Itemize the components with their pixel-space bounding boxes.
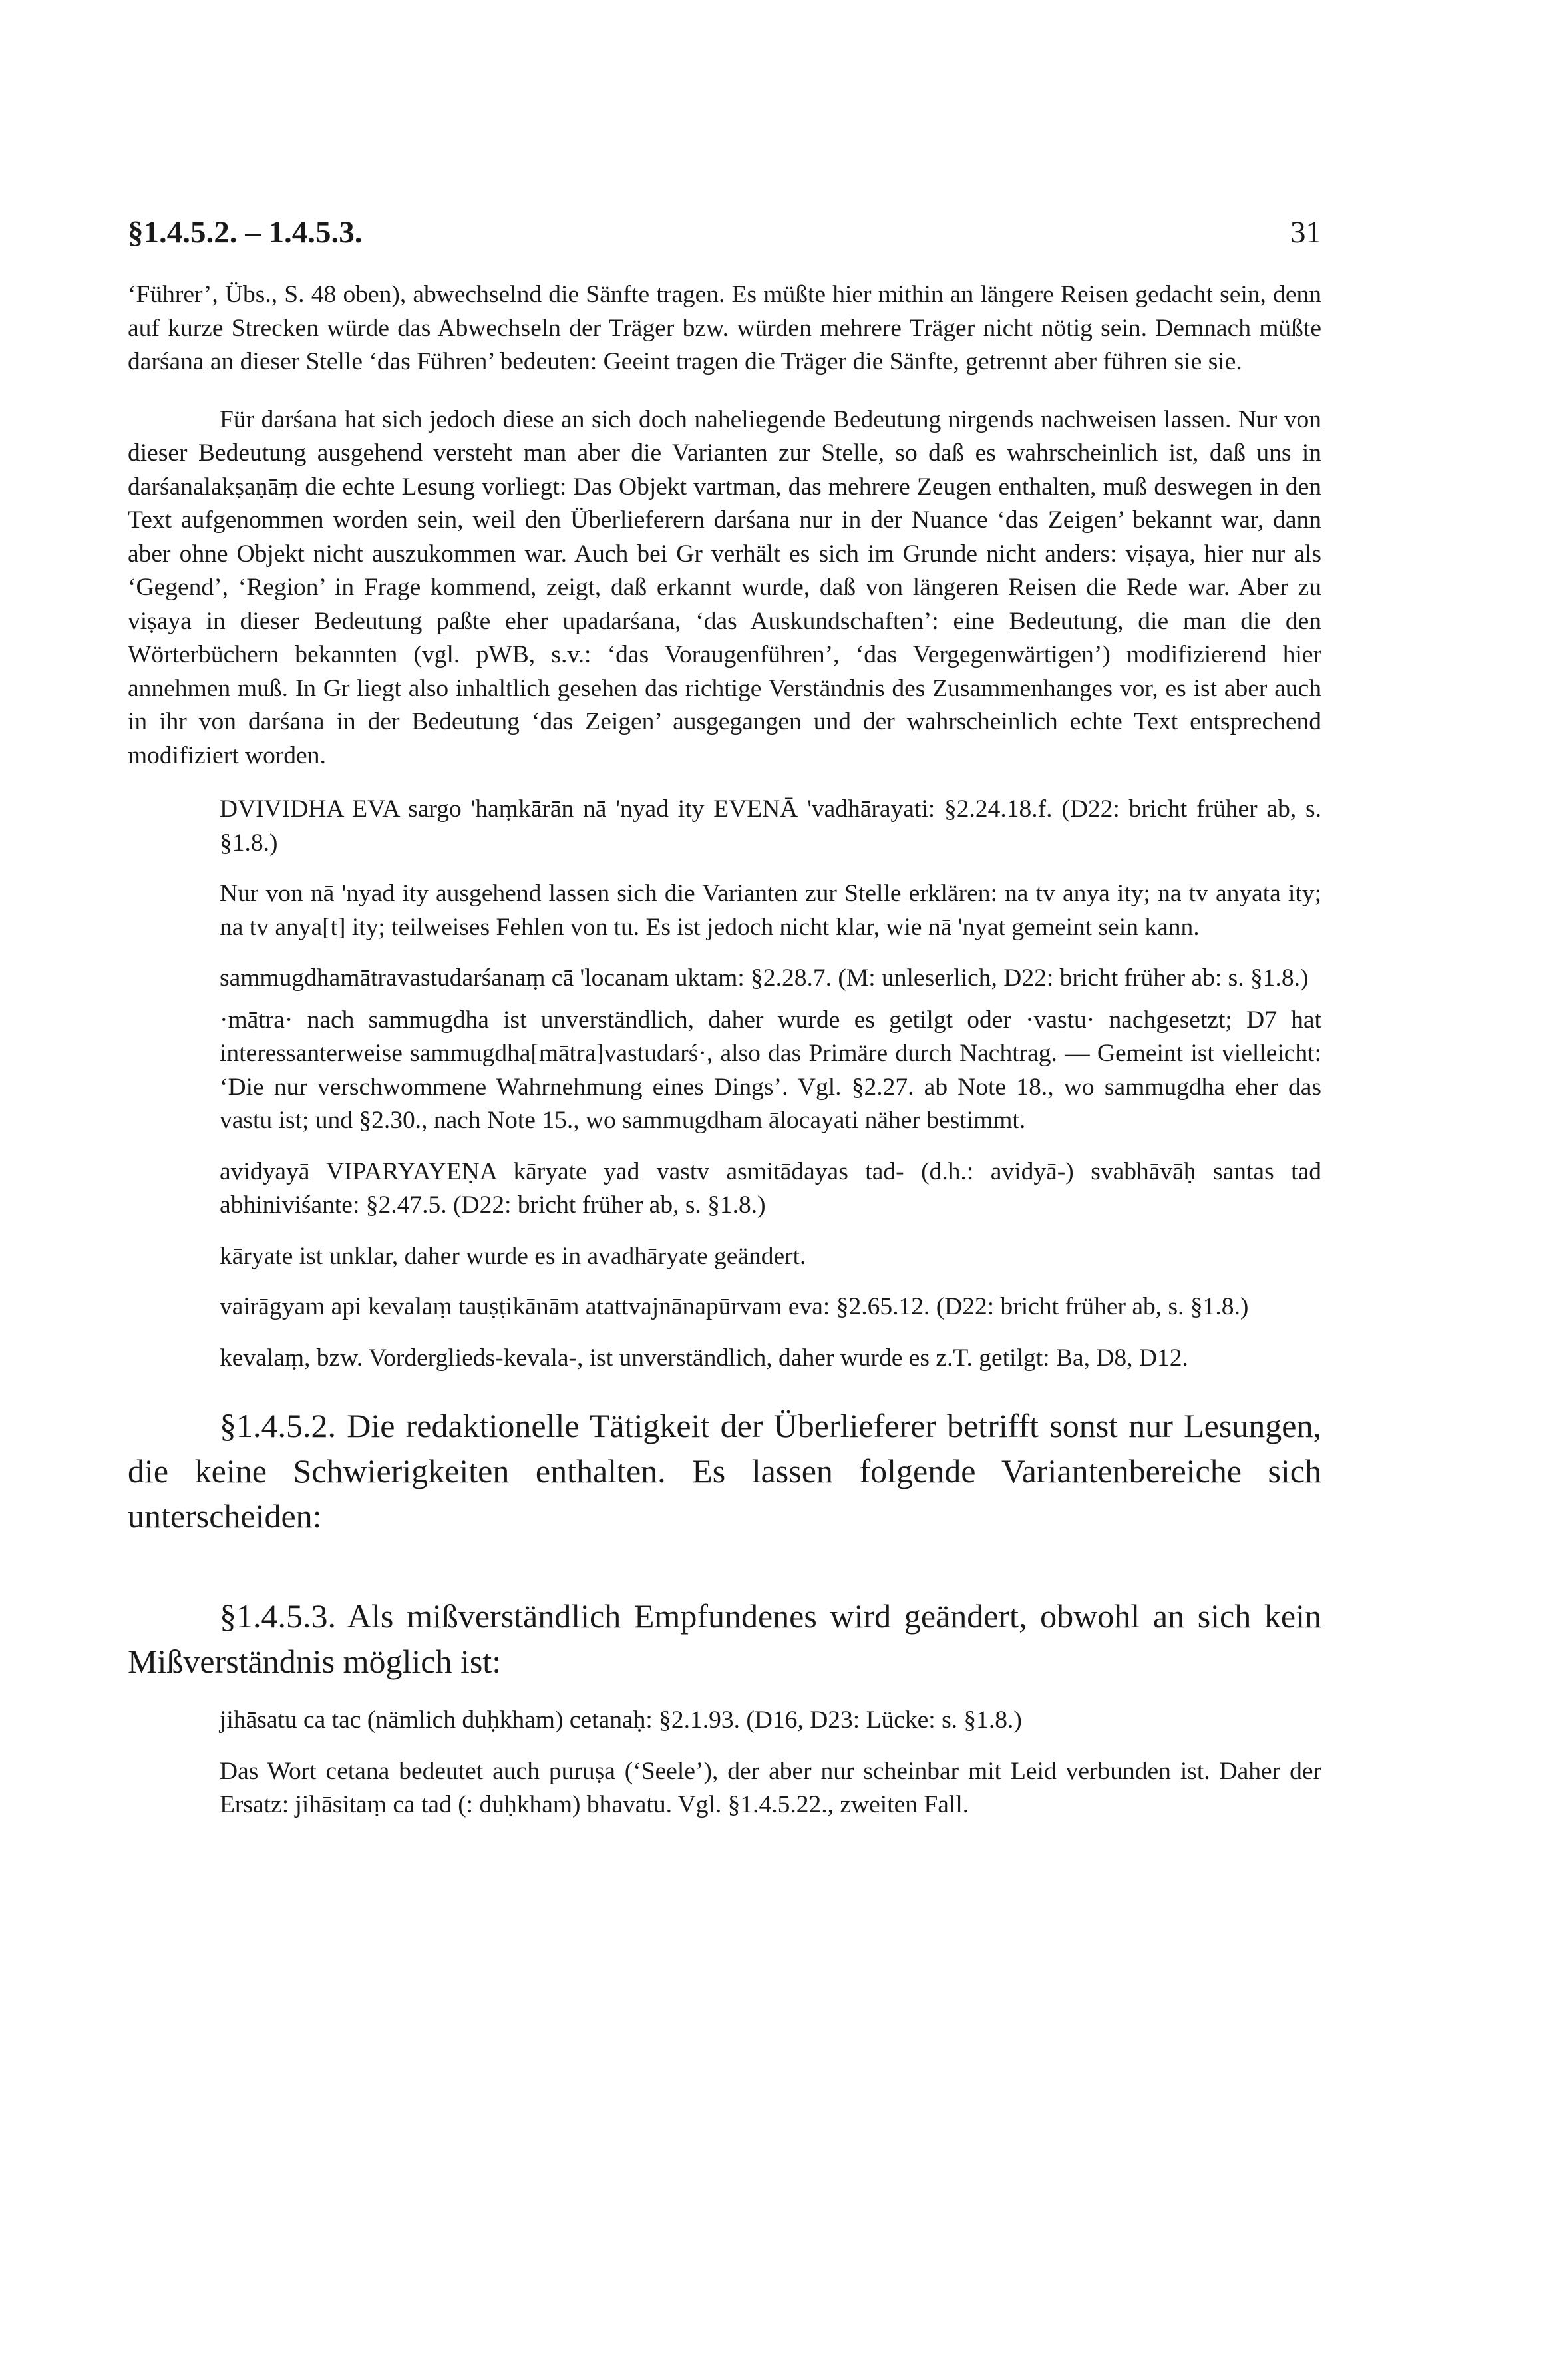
citation-vairagyam: vairāgyam api kevalaṃ tauṣṭikānām atattvajnānapūrvam eva: §2.65.12. (D22: bricht früher ab, s. §1.8.) [220,1293,1249,1320]
commentary-matra: ·mātra· nach sammugdha ist unverständlich, daher wurde es getilgt oder ·vastu· nachgesetzt; D7 hat interessanterweise sammugdha[mātra]vastudarś·, also das Primäre durch Nachtrag. — Gemeint ist vielleicht: ‘Die nur verschwommene Wahrnehmung eines Dings’. Vgl. §2.27. ab Note 18., wo sammugdha eher das vastu ist; und §2.30., nach Note 15., wo sammugdham ālocayati näher bestimmt. [220,1006,1321,1134]
commentary-nanyad: Nur von nā 'nyad ity ausgehend lassen sich die Varianten zur Stelle erklären: na tv anya ity; na tv anyata ity; na tv anya[t] ity; teilweises Fehlen von tu. Es ist jedoch nicht klar, wie nā 'nyat gemeint sein kann. [220,880,1321,941]
paragraph-darsana: Für darśana hat sich jedoch diese an sich doch naheliegende Bedeutung nirgends nachweisen lassen. Nur von dieser Bedeutung ausgehend versteht man aber die Varianten zur Stelle, so daß es wahrscheinlich ist, daß uns in darśanalakṣaṇāṃ die echte Lesung vorliegt: Das Objekt vartman, das mehrere Zeugen enthalten, muß deswegen in den Text aufgenommen worden sein, weil den Überlieferern darśana nur in der Nuance ‘das Zeigen’ bekannt war, dann aber ohne Objekt nicht auszukommen war. Auch bei Gr verhält es sich im Grunde nicht anders: viṣaya, hier nur als ‘Gegend’, ‘Region’ in Frage kommend, zeigt, daß erkannt wurde, daß von längeren Reisen die Rede war. Aber zu viṣaya in dieser Bedeutung paßte eher upadarśana, ‘das Auskundschaften’: eine Bedeutung, die man die den Wörterbüchern bekannten (vgl. pWB, s.v.: ‘das Voraugenführen’, ‘das Vergegenwärtigen’) modifizierend hier annehmen muß. In Gr liegt also inhaltlich gesehen das richtige Verständnis des Zusammenhanges vor, es ist aber auch in ihr von darśana in der Bedeutung ‘das Zeigen’ ausgegangen und der wahrscheinlich echte Text entsprechend modifiziert worden. [128,405,1321,769]
citation-jihasatu: jihāsatu ca tac (nämlich duḥkham) cetanaḥ: §2.1.93. (D16, D23: Lücke: s. §1.8.) [220,1706,1022,1734]
citation-sammugdha: sammugdhamātravastudarśanaṃ cā 'locanam uktam: §2.28.7. (M: unleserlich, D22: bricht früher ab: s. §1.8.) [220,964,1309,992]
commentary-karyate: kāryate ist unklar, daher wurde es in avadhāryate geändert. [220,1242,806,1270]
commentary-kevalam: kevalaṃ, bzw. Vorderglieds-kevala-, ist unverständlich, daher wurde es z.T. getilgt: Ba, D8, D12. [220,1344,1188,1372]
section-heading-1-4-5-2: §1.4.5.2. Die redaktionelle Tätigkeit der Überlieferer betrifft sonst nur Lesungen, die keine Schwierigkeiten enthalten. Es lassen folgende Variantenbereiche sich unterscheiden: [128,1407,1321,1535]
section-heading-1-4-5-3: §1.4.5.3. Als mißverständlich Empfundenes wird geändert, obwohl an sich kein Mißverständnis möglich ist: [128,1597,1321,1680]
running-head [128,214,1321,250]
citation-avidyaya: avidyayā VIPARYAYEṆA kāryate yad vastv asmitādayas tad- (d.h.: avidyā-) svabhāvāḥ santas tad abhiniviśante: §2.47.5. (D22: bricht früher ab, s. §1.8.) [220,1157,1321,1219]
citation-dvividha: DVIVIDHA EVA sargo 'haṃkārān nā 'nyad ity EVENĀ 'vadhārayati: §2.24.18.f. (D22: bricht früher ab, s. §1.8.) [220,795,1321,857]
page-number: 31 [1290,215,1321,250]
page-body [128,278,1321,1822]
section-reference: §1.4.5.2. – 1.4.5.3. [128,215,363,250]
commentary-cetana: Das Wort cetana bedeutet auch puruṣa (‘Seele’), der aber nur scheinbar mit Leid verbunden ist. Daher der Ersatz: jihāsitaṃ ca tad (: duḥkham) bhavatu. Vgl. §1.4.5.22., zweiten Fall. [220,1757,1321,1818]
paragraph-continuation: ‘Führer’, Übs., S. 48 oben), abwechselnd die Sänfte tragen. Es müßte hier mithin an längere Reisen gedacht sein, denn auf kurze Strecken würde das Abwechseln der Träger bzw. würden mehrere Träger nicht nötig sein. Demnach müßte darśana an dieser Stelle ‘das Führen’ bedeuten: Geeint tragen die Träger die Sänfte, getrennt aber führen sie sie. [128,281,1321,375]
